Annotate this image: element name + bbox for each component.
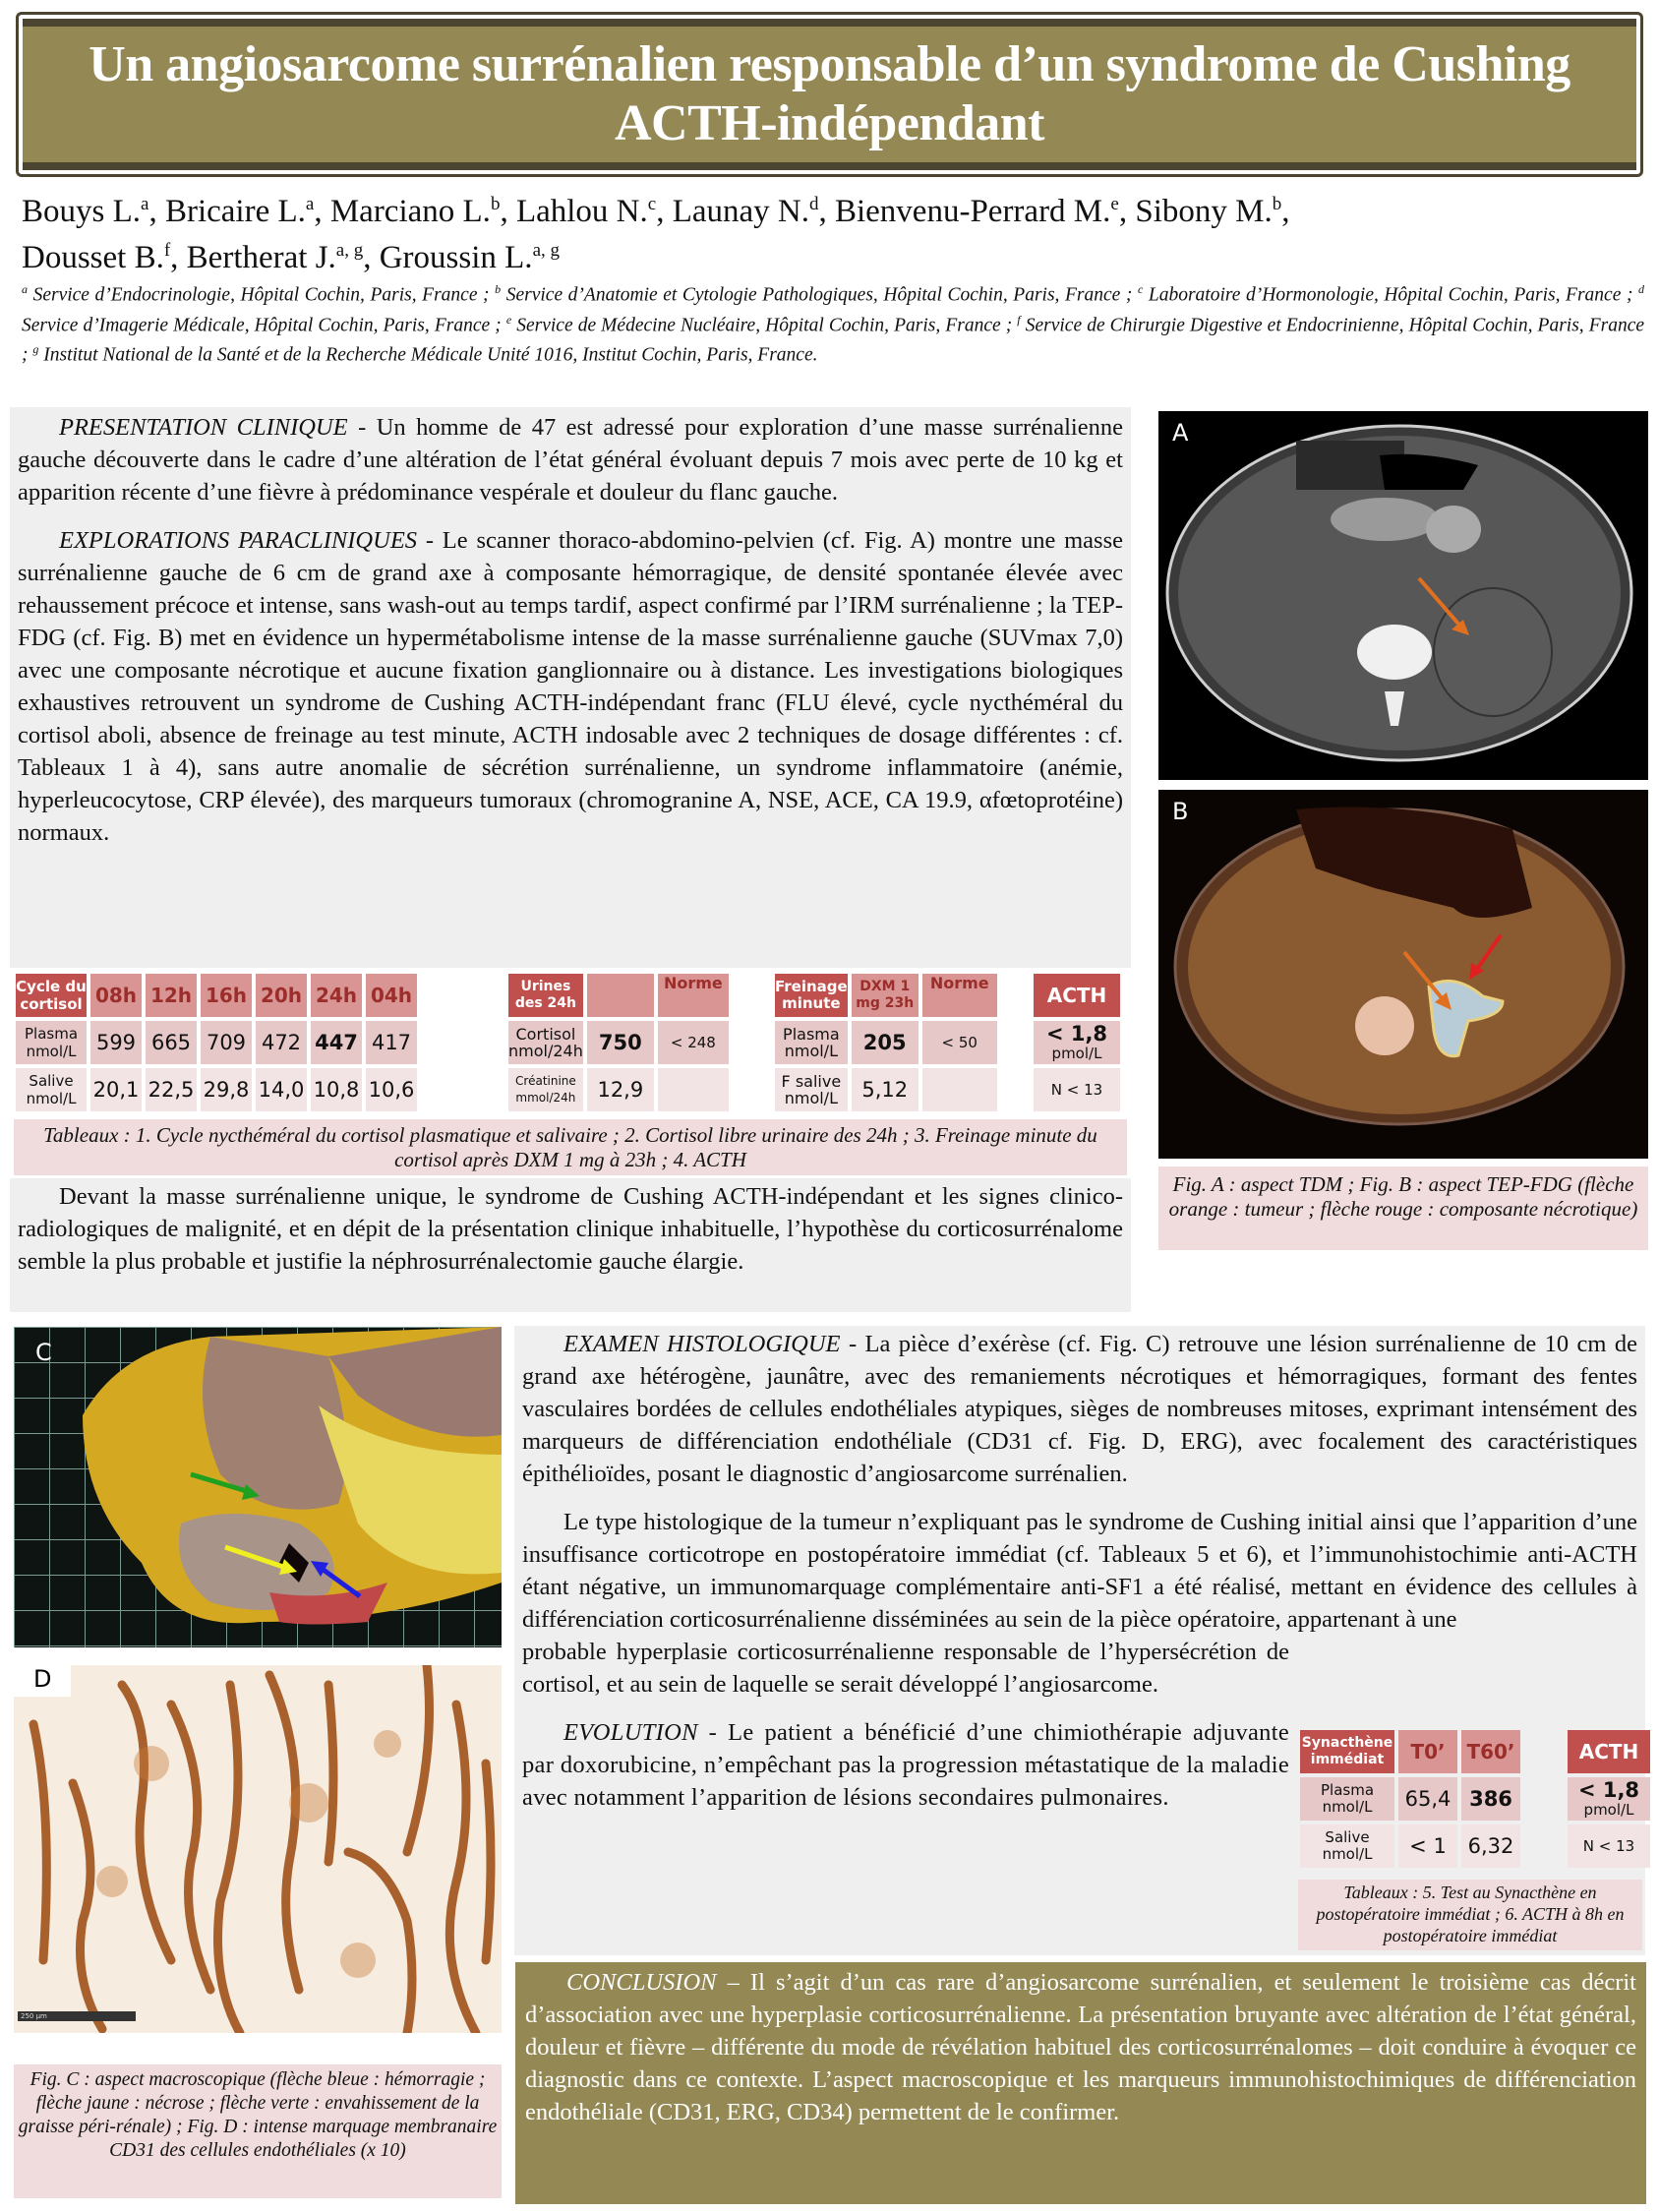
table-row: Salive nmol/L < 1 6,32 — [1300, 1824, 1520, 1868]
column-header: T0’ — [1398, 1730, 1457, 1773]
table-row: Plasma nmol/L 65,4 386 — [1300, 1777, 1520, 1821]
sf1-paragraph-continued: probable hyperplasie corticosurrénalienne responsable de l’hypersécrétion de cortisol, et au sein de laquelle se serait développé l’angiosarcome. — [522, 1639, 1289, 1698]
table-row: Cortisol nmol/24h 750 < 248 — [508, 1021, 729, 1064]
poster-title: Un angiosarcome surrénalien responsable d’un syndrome de Cushing ACTH-indépendant — [89, 36, 1570, 151]
affiliations: $^a$ Service d’Endocrinologie, Hôpital Cochin, Paris, France ; $^b$ Service d’Anatomie et Cytologie Pathologiques, Hôpital Cochin, Paris, France ; $^c$ Laboratoire d’Hormonologie, Hôpital Cochin, Paris, France ; $^d$ Service d’Imagerie Médicale, Hôpital Cochin, Paris, France ; $^e$ Service de Médecine Nucléaire, Hôpital Cochin, Paris, France ; $^f$ Service de Chirurgie Digestive et Endocrinienne, Hôpital Cochin, Paris, France ; $^g$ Institut National de la Santé et de la Recherche Médicale Unité 1016, Institut Cochin, Paris, France. — [22, 282, 1645, 366]
table-header: ACTH — [1568, 1730, 1650, 1773]
column-header: Norme — [922, 974, 997, 1017]
caption-tables-1-4: Tableaux : 1. Cycle nycthéméral du cortisol plasmatique et salivaire ; 2. Cortisol libre urinaire des 24h ; 3. Freinage minute du cortisol après DXM 1 mg à 23h ; 4. ACTH — [14, 1119, 1127, 1175]
table-urine-24h — [504, 970, 733, 1115]
figure-label: C — [35, 1339, 52, 1366]
scale-bar: 250 µm — [18, 2011, 136, 2021]
acth-norm-cell: N < 13 — [1568, 1824, 1650, 1868]
presentation-paragraph: PRESENTATION CLINIQUE - Un homme de 47 est adressé pour exploration d’une masse surrénalienne gauche découverte dans le cadre d’une altération de l’état général évoluant depuis 7 mois avec perte de 10 kg et apparition récente d’une fièvre à prédominance vespérale et douleur du flanc gauche. — [18, 414, 1123, 506]
clinical-section — [10, 407, 1131, 968]
explorations-paragraph: EXPLORATIONS PARACLINIQUES - Le scanner thoraco-abdomino-pelvien (cf. Fig. A) montre une masse surrénalienne gauche de 6 cm de grand axe à composante hémorragique, de densité spontanée élevée avec rehaussement précoce et intense, sans wash-out au temps tardif, aspect confirmé par l’IRM surrénalienne ; la TEP-FDG (cf. Fig. B) met en évidence un hypermétabolisme intense de la masse surrénalienne gauche (SUVmax 7,0) avec une composante nécrotique et aucune fixation ganglionnaire ou à distance. Les investigations biologiques exhaustives retrouvent un syndrome de Cushing ACTH-indépendant franc (FLU élevé, cycle nycthéméral du cortisol aboli, absence de freinage au test minute, ACTH indosable avec 2 techniques de dosage différentes : cf. Tableaux 1 à 4), sans autre anomalie de sécrétion surrénalienne, un syndrome inflammatoire (anémie, hyperleucocytose, CRP élevée), des marqueurs tumoraux (chromogranine A, NSE, ACE, CA 19.9, αfœtoprotéine) normaux. — [18, 527, 1123, 846]
author-list — [22, 185, 1644, 277]
figure-label: A — [1172, 419, 1189, 447]
column-header: 20h — [256, 974, 307, 1017]
column-header: 24h — [311, 974, 362, 1017]
figure-label: B — [1172, 798, 1189, 825]
author: Lahlou N.$^c$, — [515, 194, 673, 229]
author: Sibony M.$^b$, — [1135, 194, 1290, 229]
table-row: Plasma nmol/L 205 < 50 — [775, 1021, 997, 1064]
column-header: 12h — [146, 974, 197, 1017]
macroscopic-image — [14, 1327, 502, 1647]
column-header: Norme — [658, 974, 729, 1017]
evolution-paragraph: EVOLUTION - Le patient a bénéficié d’une chimiothérapie adjuvante par doxorubicine, n’empêchant pas la progression métastatique de la maladie avec notamment l’apparition de lésions secondaires pulmonaires. — [522, 1719, 1289, 1811]
table-header: Synacthène immédiat — [1300, 1730, 1394, 1773]
author: Dousset B.$^f$, — [22, 240, 187, 275]
cd31-stain-image — [14, 1665, 502, 2033]
title-panel — [23, 19, 1636, 170]
acth-value-cell: < 1,8 pmol/L — [1034, 1021, 1120, 1064]
author: Bertherat J.$^{a, g}$, — [186, 240, 380, 275]
column-header: T60’ — [1461, 1730, 1520, 1773]
table-header: Cycle du cortisol — [16, 974, 87, 1017]
table-synacthen-test — [1296, 1726, 1524, 1872]
column-header: 16h — [201, 974, 252, 1017]
figure-c-macroscopic — [14, 1327, 502, 1647]
table-header: Freinage minute — [775, 974, 848, 1017]
figure-d-immunohistochemistry — [14, 1665, 502, 2033]
table-row: Créatinine mmol/24h 12,9 — [508, 1068, 729, 1111]
column-header: DXM 1 mg 23h — [852, 974, 918, 1017]
figure-a-ct-scan — [1158, 411, 1648, 780]
acth-norm-cell: N < 13 — [1034, 1068, 1120, 1111]
table-acth-postop — [1564, 1726, 1654, 1872]
discussion-section — [10, 1178, 1131, 1312]
table-acth — [1030, 970, 1124, 1115]
figure-label: D — [14, 1665, 71, 1697]
table-header: ACTH — [1034, 974, 1120, 1017]
discussion-paragraph: Devant la masse surrénalienne unique, le syndrome de Cushing ACTH-indépendant et les signes clinico-radiologiques de malignité, et en dépit de la présentation clinique inhabituelle, l’hypothèse du corticosurrénalome semble la plus probable et justifie la néphrosurrénalectomie gauche élargie. — [18, 1183, 1123, 1275]
table-row: Plasma nmol/L 599 665 709 472 447 417 — [16, 1021, 417, 1064]
author: Marciano L.$^b$, — [329, 194, 516, 229]
table-cortisol-cycle — [12, 970, 421, 1115]
conclusion-paragraph: CONCLUSION – Il s’agit d’un cas rare d’angiosarcome surrénalien, et seulement le troisième cas décrit d’association avec une hyperplasie corticosurrénalienne. La présentation bruyante avec altération de l’état général, douleur et fièvre – différente du mode de révélation habituel des corticosurrénalomes – doit conduire à évoquer ce diagnostic dans ce contexte. L’aspect macroscopique et les marqueurs immunohistochimiques de différenciation endothéliale (CD31, ERG, CD34) permettent de le confirmer. — [525, 1969, 1636, 2125]
table-dexamethasone-suppression — [771, 970, 1001, 1115]
figure-b-pet-scan — [1158, 790, 1648, 1159]
column-header: 08h — [90, 974, 142, 1017]
table-header: Urines des 24h — [508, 974, 583, 1017]
histology-paragraph: EXAMEN HISTOLOGIQUE - La pièce d’exérèse (cf. Fig. C) retrouve une lésion surrénalienne de 10 cm de grand axe hétérogène, jaunâtre, avec des remaniements nécrotiques et hémorragiques, formant des fentes vasculaires bordées de cellules endothéliales atypiques, sièges de nombreuses mitoses, exprimant intensément des marqueurs de différenciation endothéliale (CD31 cf. Fig. D, ERG), avec focalement des caractéristiques épithélioïdes, posant le diagnostic d’angiosarcome surrénalien. — [522, 1331, 1637, 1487]
sf1-paragraph: Le type histologique de la tumeur n’expliquant pas le syndrome de Cushing initial ainsi que l’apparition d’une insuffisance corticotrope en postopératoire immédiat (cf. Tableaux 5 et 6), et l’immunohistochimie anti-ACTH étant négative, un immunomarquage complémentaire anti-SF1 a été réalisé, mettant en évidence des cellules à différenciation corticosurrénalienne disséminées au sein de la pièce opératoire, appartenant à une — [522, 1509, 1637, 1633]
table-row: Salive nmol/L 20,1 22,5 29,8 14,0 10,8 10,6 — [16, 1068, 417, 1111]
conclusion-section — [515, 1962, 1646, 2204]
pet-image — [1158, 790, 1648, 1159]
author: Bienvenu-Perrard M.$^e$, — [834, 194, 1136, 229]
author: Launay N.$^d$, — [672, 194, 835, 229]
table-row: F salive nmol/L 5,12 — [775, 1068, 997, 1111]
author: Bouys L.$^a$, — [22, 194, 165, 229]
ct-image — [1158, 411, 1648, 780]
author: Groussin L.$^{a, g}$ — [379, 240, 560, 275]
title-banner — [16, 12, 1643, 177]
acth-value-cell: < 1,8 pmol/L — [1568, 1777, 1650, 1821]
caption-figures-a-b: Fig. A : aspect TDM ; Fig. B : aspect TEP-FDG (flèche orange : tumeur ; flèche rouge : composante nécrotique) — [1158, 1166, 1648, 1250]
caption-figures-c-d: Fig. C : aspect macroscopique (flèche bleue : hémorragie ; flèche jaune : nécrose ; flèche verte : envahissement de la graisse péri-rénale) ; Fig. D : intense marquage membranaire CD31 des cellules endothéliales (x 10) — [14, 2064, 502, 2198]
caption-tables-5-6: Tableaux : 5. Test au Synacthène en postopératoire immédiat ; 6. ACTH à 8h en postopératoire immédiat — [1298, 1880, 1642, 1950]
author: Bricaire L.$^a$, — [164, 194, 330, 229]
column-header: 04h — [366, 974, 417, 1017]
